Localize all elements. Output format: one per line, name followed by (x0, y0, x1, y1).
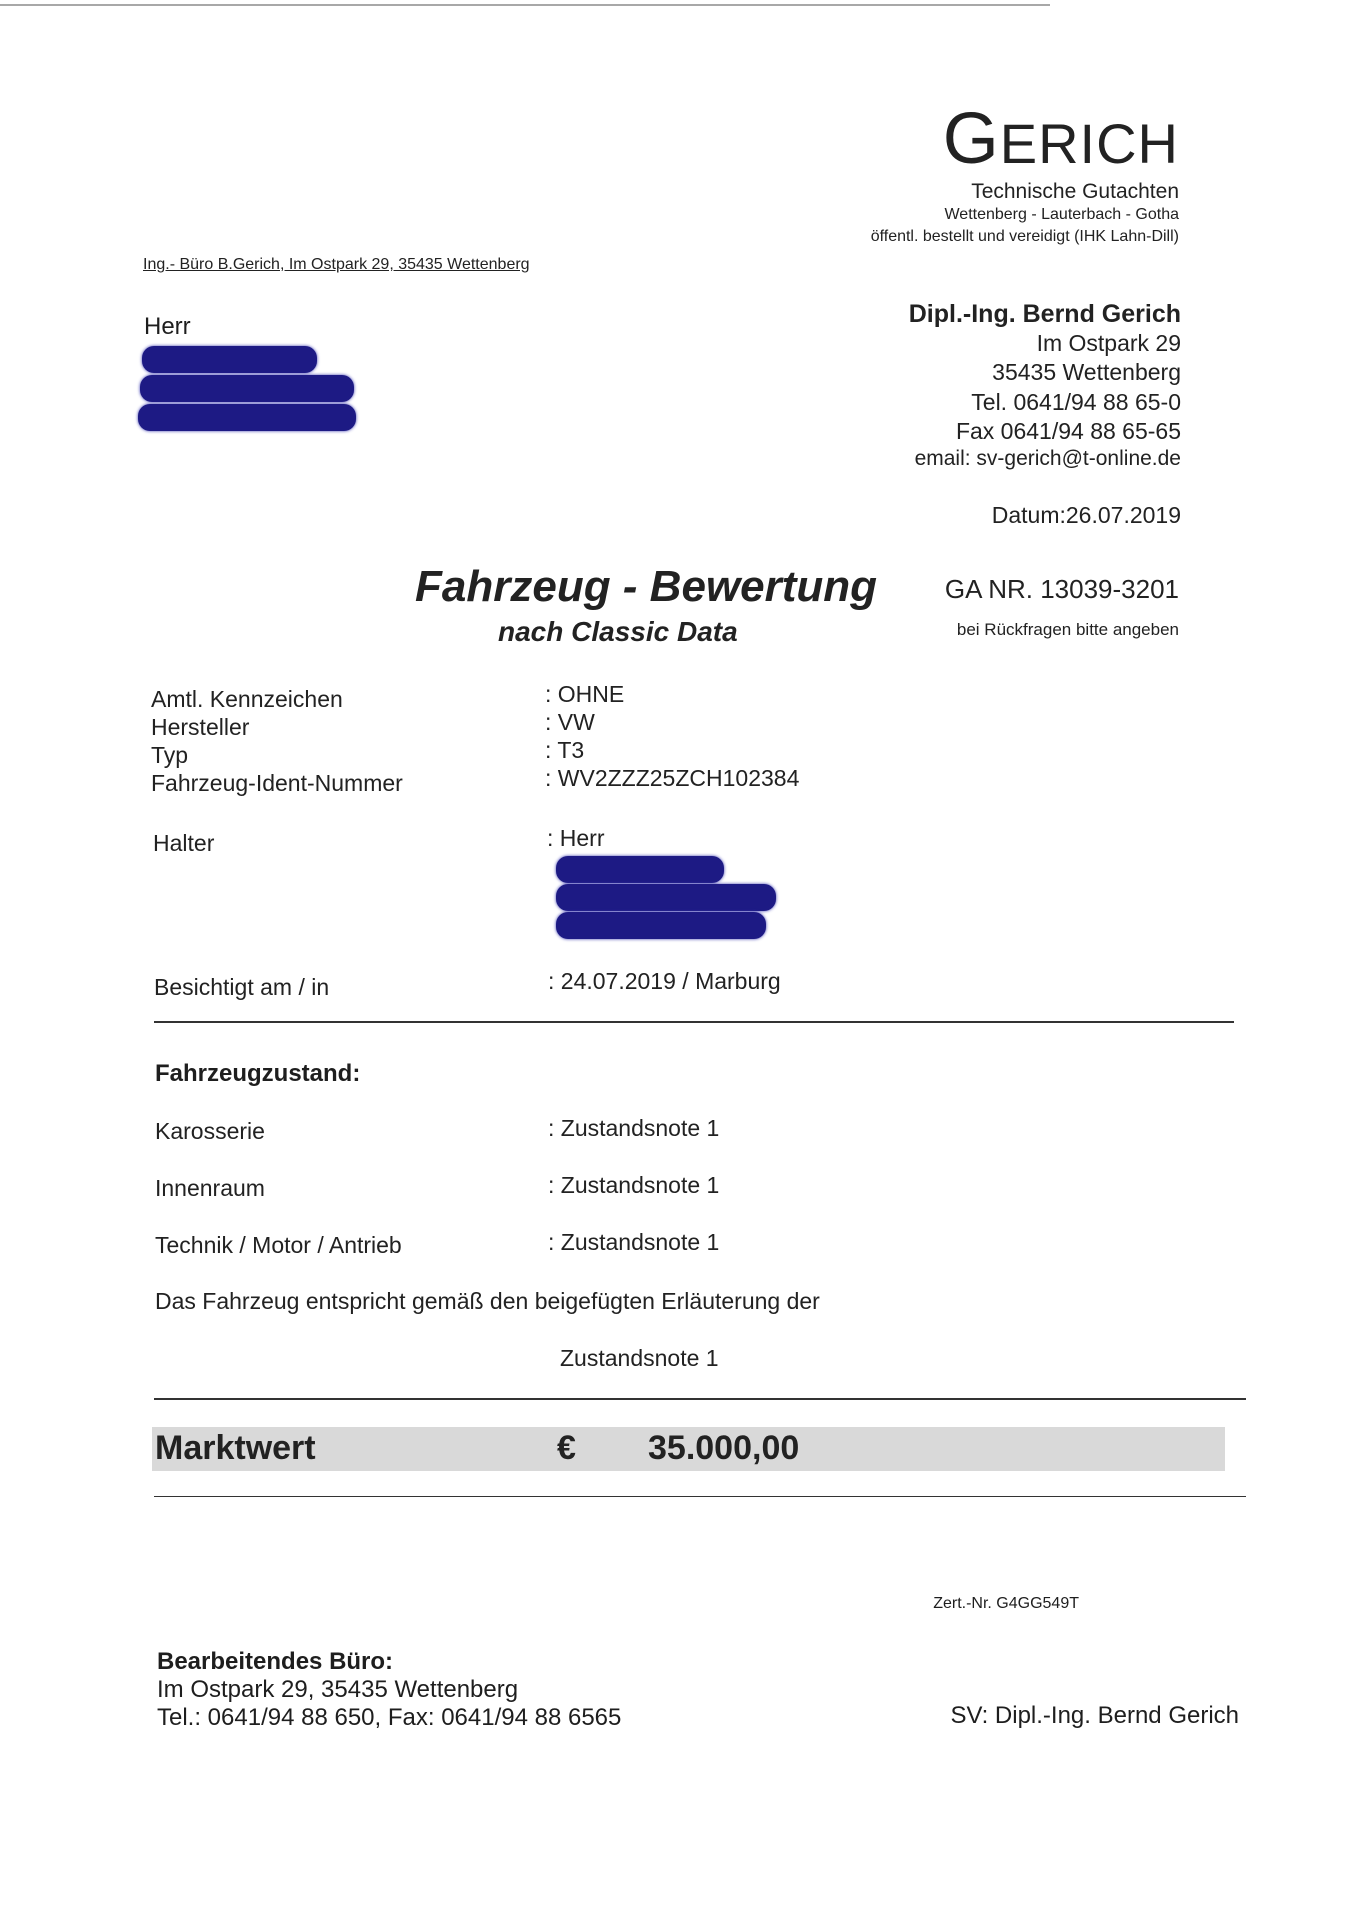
office-phone: Tel.: 0641/94 88 650, Fax: 0641/94 88 6565 (157, 1704, 622, 1731)
office-address: Im Ostpark 29, 35435 Wettenberg (157, 1676, 519, 1703)
office-heading: Bearbeitendes Büro: (157, 1648, 394, 1675)
fin-label: Fahrzeug-Ident-Nummer (151, 770, 403, 796)
sender-line: Ing.- Büro B.Gerich, Im Ostpark 29, 35435 Wettenberg (143, 256, 530, 273)
technik-value: : Zustandsnote 1 (548, 1229, 720, 1255)
contact-name: Dipl.-Ing. Bernd Gerich (908, 300, 1181, 328)
company-logo: GERICH (942, 99, 1179, 179)
contact-fax: Fax 0641/94 88 65-65 (955, 418, 1181, 444)
tagline: Technische Gutachten (971, 180, 1179, 203)
document-date: Datum:26.07.2019 (991, 502, 1181, 528)
halter-value: : Herr (547, 825, 605, 851)
condition-heading: Fahrzeugzustand: (155, 1060, 361, 1087)
certification: öffentl. bestellt und vereidigt (IHK Lahn-Dill) (870, 228, 1179, 245)
document-subtitle: nach Classic Data (498, 616, 738, 647)
redacted-recipient-street (140, 375, 354, 402)
marktwert-label: Marktwert (155, 1429, 316, 1467)
redacted-halter-street (556, 884, 776, 911)
redacted-halter-name (556, 856, 724, 883)
kennzeichen-value: : OHNE (545, 681, 625, 707)
divider (154, 1021, 1234, 1023)
zert-number: Zert.-Nr. G4GG549T (933, 1595, 1079, 1612)
kennzeichen-label: Amtl. Kennzeichen (151, 686, 343, 712)
typ-value: : T3 (545, 737, 585, 763)
innenraum-label: Innenraum (155, 1175, 265, 1201)
document-title: Fahrzeug - Bewertung (415, 562, 878, 611)
scan-edge-line (0, 4, 1050, 6)
contact-street: Im Ostpark 29 (1036, 330, 1181, 356)
technik-label: Technik / Motor / Antrieb (155, 1232, 402, 1258)
redacted-halter-city (556, 912, 766, 939)
redacted-recipient-city (138, 404, 356, 431)
contact-city: 35435 Wettenberg (992, 359, 1181, 385)
marktwert-currency: € (557, 1429, 576, 1467)
contact-tel: Tel. 0641/94 88 65-0 (971, 389, 1181, 415)
divider (154, 1398, 1246, 1400)
fin-value: : WV2ZZZ25ZCH102384 (545, 765, 800, 791)
besichtigt-value: : 24.07.2019 / Marburg (548, 968, 781, 994)
karosserie-value: : Zustandsnote 1 (548, 1115, 720, 1141)
besichtigt-label: Besichtigt am / in (154, 974, 330, 1000)
hersteller-label: Hersteller (151, 714, 250, 740)
divider (154, 1496, 1246, 1497)
halter-label: Halter (153, 830, 215, 856)
condition-summary: Das Fahrzeug entspricht gemäß den beigefügten Erläuterung der (155, 1288, 820, 1314)
signature-line: SV: Dipl.-Ing. Bernd Gerich (950, 1702, 1239, 1729)
marktwert-value: 35.000,00 (648, 1429, 800, 1467)
hersteller-value: : VW (545, 709, 595, 735)
redacted-recipient-name (142, 346, 317, 373)
locations: Wettenberg - Lauterbach - Gotha (944, 206, 1179, 223)
ga-note: bei Rückfragen bitte angeben (956, 620, 1179, 639)
typ-label: Typ (151, 742, 189, 768)
innenraum-value: : Zustandsnote 1 (548, 1172, 720, 1198)
recipient-salutation: Herr (144, 313, 191, 340)
karosserie-label: Karosserie (155, 1118, 265, 1144)
contact-email: email: sv-gerich@t-online.de (914, 447, 1181, 470)
ga-number: GA NR. 13039-3201 (944, 574, 1179, 604)
condition-summary-grade: Zustandsnote 1 (560, 1345, 719, 1371)
